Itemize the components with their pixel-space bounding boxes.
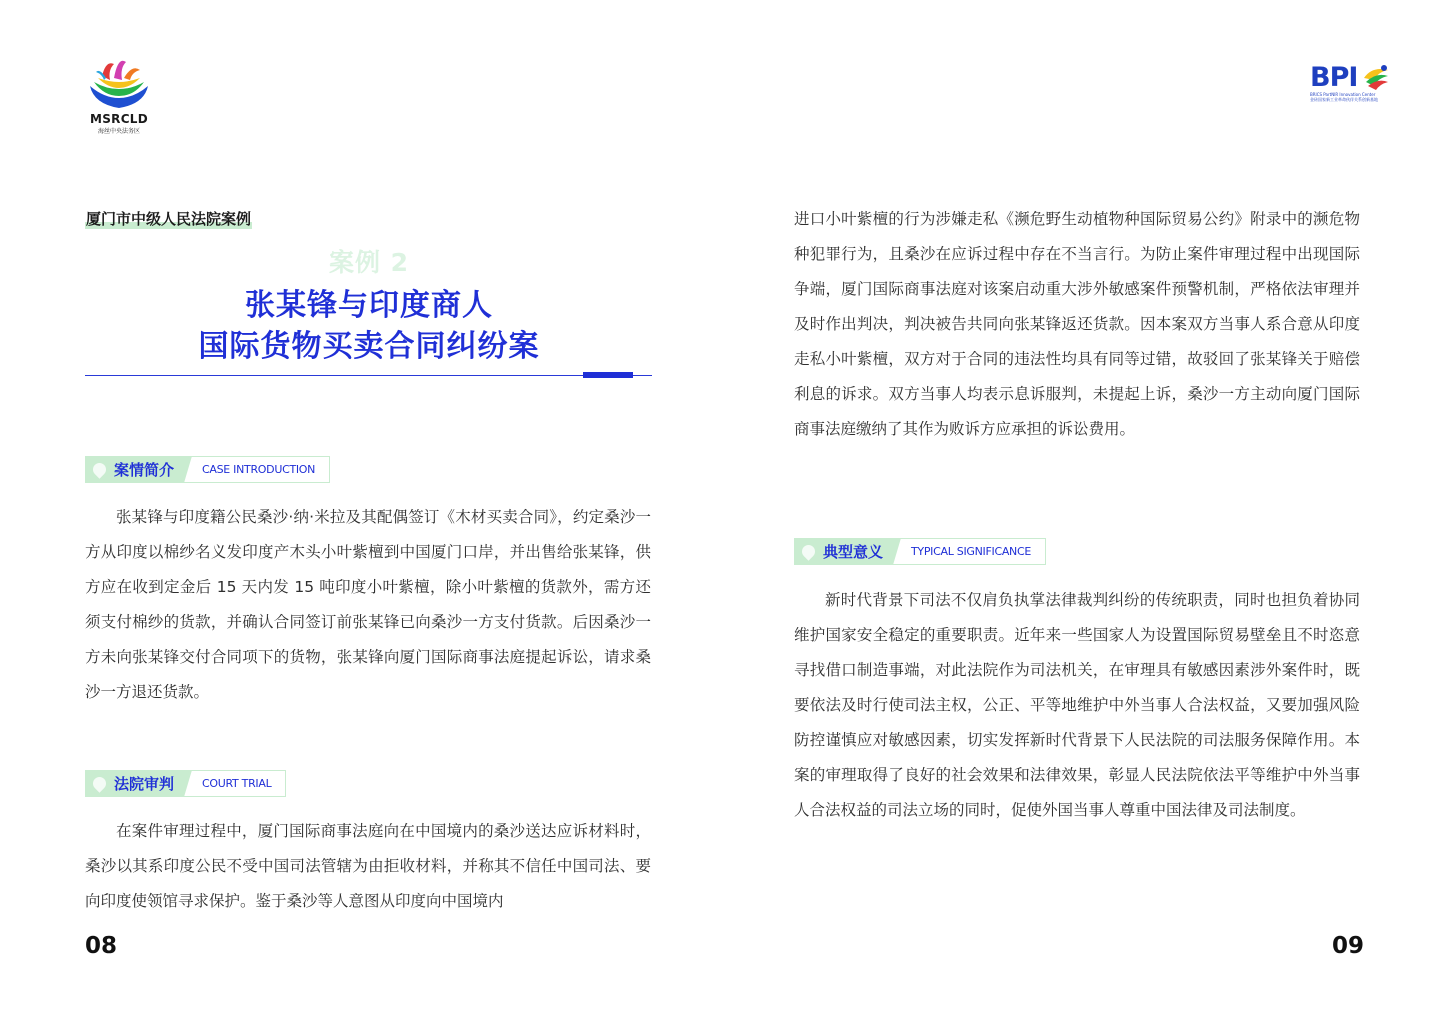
court-label: 厦门市中级人民法院案例 <box>86 210 252 228</box>
section-tag-case-introduction <box>85 456 330 483</box>
section-tag-en: CASE INTRODUCTION <box>184 456 330 483</box>
section-tag-cn: 案情简介 <box>114 461 175 479</box>
case-title <box>85 285 653 367</box>
title-divider <box>85 375 652 376</box>
bpi-logo-subtext-en: BRICS PartNIR Innovation Center <box>1310 92 1376 97</box>
section-tag-en: COURT TRIAL <box>184 770 286 797</box>
case-introduction-paragraph: 张某锋与印度籍公民桑沙·纳·米拉及其配偶签订《木材买卖合同》，约定桑沙一方从印度以棉纱名义发印度产木头小叶紫檀到中国厦门口岸，并出售给张某锋，供方应在收到定金后 15 天内发 15 吨印度小叶紫檀，除小叶紫檀的货款外，需方还须支付棉纱的货款，并确认合同签订前张某锋已向桑沙一方支付货款。后因桑沙一方未向张某锋交付合同项下的货物，张某锋向厦门国际商事法庭提起诉讼，请求桑沙一方退还货款。 <box>85 508 651 701</box>
case-title-line-2: 国际货物买卖合同纠纷案 <box>198 329 540 364</box>
msrcld-logo <box>84 56 154 136</box>
bpi-logo-text: BPI <box>1310 62 1358 93</box>
pin-icon <box>90 460 108 478</box>
section-tag-court-trial <box>85 770 286 797</box>
bpi-logo <box>1310 62 1390 102</box>
title-divider-accent <box>583 372 633 378</box>
msrcld-emblem-icon <box>84 56 154 112</box>
section-tag-en: TYPICAL SIGNIFICANCE <box>893 538 1046 565</box>
section-tag-typical-significance <box>794 538 1046 565</box>
bpi-logo-subtext-cn: 金砖国家新工业革命伙伴关系创新基地 <box>1310 97 1378 102</box>
pin-icon <box>90 774 108 792</box>
msrcld-logo-text: MSRCLD <box>89 112 149 126</box>
typical-significance-paragraph: 新时代背景下司法不仅肩负执掌法律裁判纠纷的传统职责，同时也担负着协同维护国家安全稳定的重要职责。近年来一些国家人为设置国际贸易壁垒且不时恣意寻找借口制造事端，对此法院作为司法机关，在审理具有敏感因素涉外案件时，既要依法及时行使司法主权，公正、平等地维护中外当事人合法权益，又要加强风险防控谨慎应对敏感因素，切实发挥新时代背景下人民法院的司法服务保障作用。本案的审理取得了良好的社会效果和法律效果，彰显人民法院依法平等维护中外当事人合法权益的司法立场的同时，促使外国当事人尊重中国法律及司法制度。 <box>794 591 1360 819</box>
case-title-line-1: 张某锋与印度商人 <box>245 288 493 323</box>
court-trial-paragraph: 在案件审理过程中，厦门国际商事法庭向在中国境内的桑沙送达应诉材料时，桑沙以其系印度公民不受中国司法管辖为由拒收材料，并称其不信任中国司法、要向印度使领馆寻求保护。鉴于桑沙等人意图从印度向中国境内 <box>85 822 651 910</box>
msrcld-logo-subtext: 海丝中央法务区 <box>97 128 140 135</box>
page-number: 09 <box>1332 933 1365 959</box>
section-tag-cn: 典型意义 <box>823 543 884 561</box>
bpi-emblem-icon <box>1362 64 1390 90</box>
page-number: 08 <box>85 933 118 959</box>
pin-icon <box>799 542 817 560</box>
right-page <box>723 0 1446 1020</box>
case-number: 案例 2 <box>328 248 410 277</box>
section-tag-cn: 法院审判 <box>114 775 175 793</box>
court-trial-paragraph-continued: 进口小叶紫檀的行为涉嫌走私《濒危野生动植物种国际贸易公约》附录中的濒危物种犯罪行为，且桑沙在应诉过程中存在不当言行。为防止案件审理过程中出现国际争端，厦门国际商事法庭对该案启动重大涉外敏感案件预警机制，严格依法审理并及时作出判决，判决被告共同向张某锋返还货款。因本案双方当事人系合意从印度走私小叶紫檀，双方对于合同的违法性均具有同等过错，故驳回了张某锋关于赔偿利息的诉求。双方当事人均表示息诉服判，未提起上诉，桑沙一方主动向厦门国际商事法庭缴纳了其作为败诉方应承担的诉讼费用。 <box>794 210 1360 438</box>
